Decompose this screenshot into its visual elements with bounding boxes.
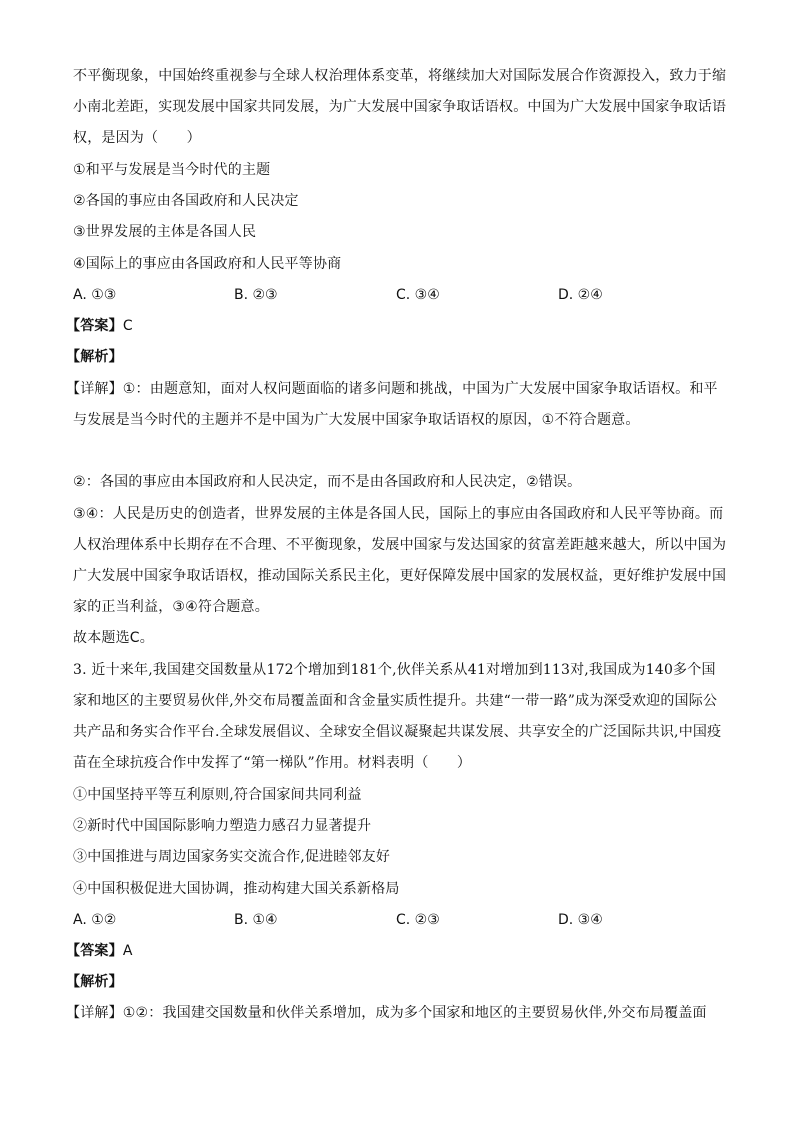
q2-conclusion: 故本题选C。	[73, 630, 154, 646]
q3-analysis-heading	[66, 971, 716, 993]
q2-analysis-tag: 【解析】	[66, 349, 123, 365]
q3-option-a: A. ①②	[73, 912, 117, 928]
q3-stem-line-1: 3. 近十来年,我国建交国数量从172个增加到181个,伙伴关系从41对增加到113对,我国成为140多个国	[73, 662, 716, 678]
q2-stem-line-2: 小南北差距，实现发展中国家共同发展，为广大发展中国家争取话语权。中国为广大发展中国家争取话语	[73, 99, 727, 115]
q2-answer-value: C	[122, 318, 133, 334]
q2-option-a: A. ①③	[73, 287, 117, 303]
q2-detail-line-3: ②：各国的事应由本国政府和人民决定，而不是由各国政府和人民决定，②错误。	[73, 474, 582, 490]
q2-detail-line-1: 【详解】①：由题意知，面对人权问题面临的诸多问题和挑战，中国为广大发展中国家争取话语权。和平	[66, 381, 718, 397]
q3-stem-line-3: 共产品和务实合作平台.全球发展倡议、全球安全倡议凝聚起共谋发展、共享安全的广泛国际共识,中国疫	[73, 724, 722, 740]
q2-answer	[66, 315, 716, 337]
q2-detail-line-5: 人权治理体系中长期存在不合理、不平衡现象，发展中国家与发达国家的贫富差距越来越大，所以中国为	[73, 537, 727, 553]
q2-detail-line-7: 家的正当利益，③④符合题意。	[73, 599, 269, 615]
q3-option-b: B. ①④	[234, 912, 278, 928]
q3-option-d: D. ③④	[558, 912, 603, 928]
q2-option-d: D. ②④	[558, 287, 603, 303]
q3-option-c: C. ②③	[396, 912, 440, 928]
q2-statement-1: ①和平与发展是当今时代的主题	[73, 162, 271, 178]
q2-statement-2: ②各国的事应由各国政府和人民决定	[73, 193, 299, 209]
q3-stem-line-4: 苗在全球抗疫合作中发挥了“第一梯队”作用。材料表明（ ）	[73, 755, 472, 771]
q3-stem-line-2: 家和地区的主要贸易伙伴,外交布局覆盖面和含金量实质性提升。共建“一带一路”成为深受欢迎的国际公	[73, 693, 718, 709]
q3-answer	[66, 940, 716, 962]
q2-detail-line-2: 与发展是当今时代的主题并不是中国为广大发展中国家争取话语权的原因，①不符合题意。	[73, 412, 640, 428]
q3-statement-1: ①中国坚持平等互利原则,符合国家间共同利益	[73, 787, 362, 803]
q2-option-c: C. ③④	[396, 287, 440, 303]
q2-analysis-heading	[66, 346, 716, 368]
q2-statement-4: ④国际上的事应由各国政府和人民平等协商	[73, 256, 342, 272]
q2-detail-line-6: 广大发展中国家争取话语权，推动国际关系民主化，更好保障发展中国家的发展权益，更好维护发展中国	[73, 568, 727, 584]
q3-answer-tag: 【答案】	[66, 943, 123, 959]
q3-analysis-tag: 【解析】	[66, 974, 123, 990]
q2-stem-line-3: 权，是因为（ ）	[73, 130, 201, 146]
q3-statement-3: ③中国推进与周边国家务实交流合作,促进睦邻友好	[73, 849, 391, 865]
q3-answer-value: A	[122, 943, 133, 959]
q2-stem-line-1: 不平衡现象，中国始终重视参与全球人权治理体系变革，将继续加大对国际发展合作资源投入，致力于缩	[73, 68, 727, 84]
q2-option-b: B. ②③	[234, 287, 278, 303]
q2-answer-tag: 【答案】	[66, 318, 123, 334]
q2-detail-line-4: ③④：人民是历史的创造者，世界发展的主体是各国人民，国际上的事应由各国政府和人民平等协商。而	[73, 506, 724, 522]
q3-statement-4: ④中国积极促进大国协调，推动构建大国关系新格局	[73, 881, 400, 897]
q2-statement-3: ③世界发展的主体是各国人民	[73, 224, 257, 240]
q3-detail-line-1: 【详解】①②：我国建交国数量和伙伴关系增加，成为多个国家和地区的主要贸易伙伴,外交布局覆盖面	[66, 1005, 707, 1021]
q3-statement-2: ②新时代中国国际影响力塑造力感召力显著提升	[73, 818, 372, 834]
